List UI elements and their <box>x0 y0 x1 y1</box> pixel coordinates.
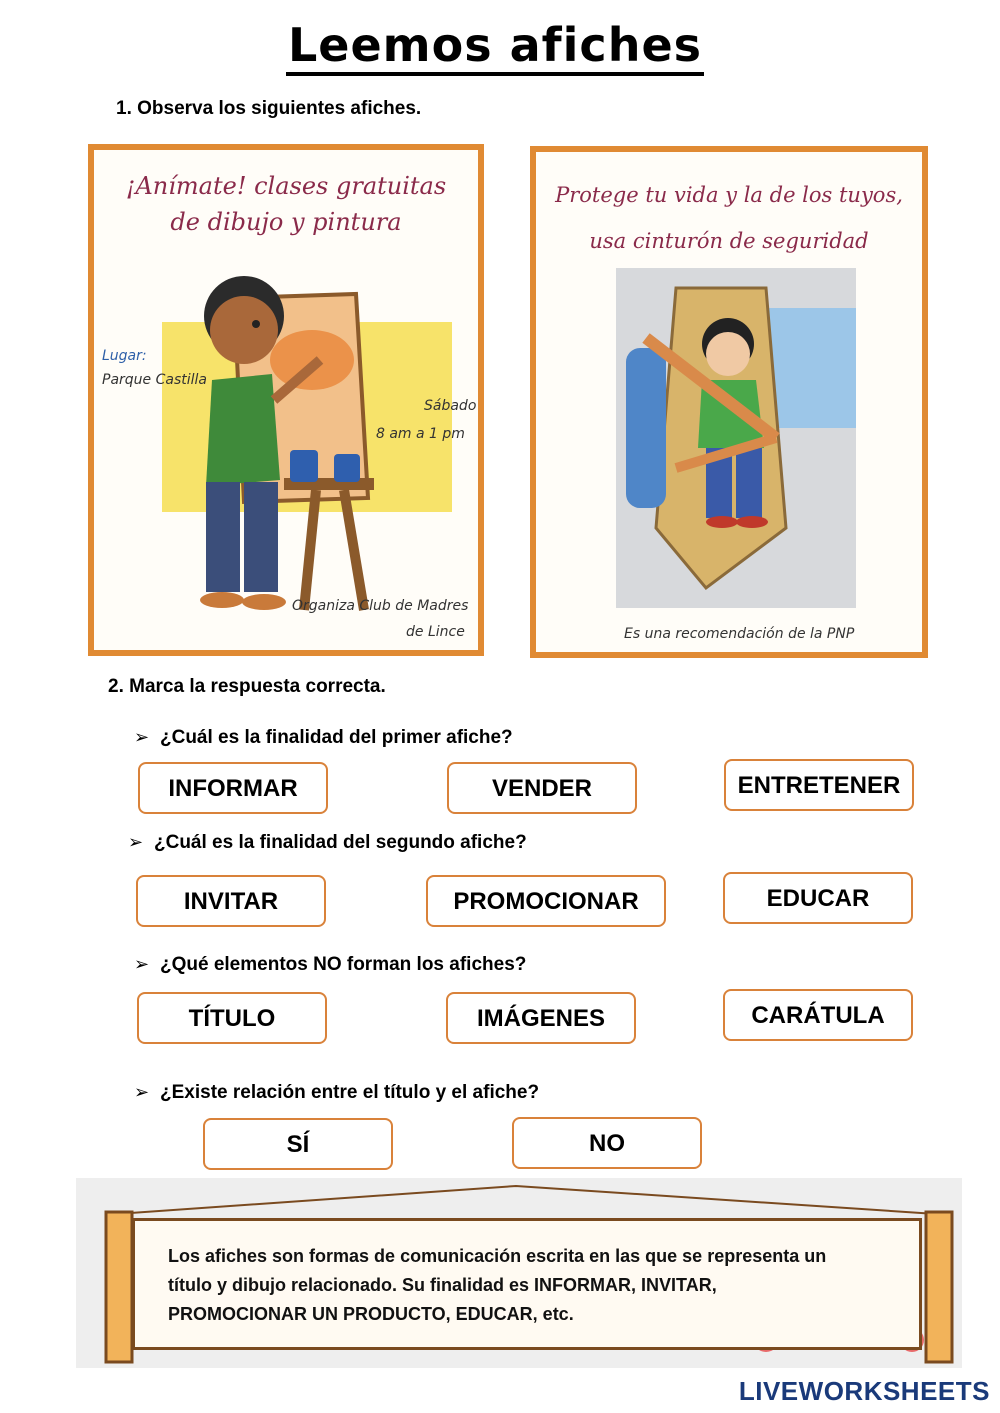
note-line-3: PROMOCIONAR UN PRODUCTO, EDUCAR, etc. <box>168 1304 574 1324</box>
poster2-headline-line1: Protege tu vida y la de los tuyos, <box>555 183 903 207</box>
poster1-headline-line2: de dibujo y pintura <box>170 208 402 236</box>
q3-option-imagenes[interactable]: IMÁGENES <box>446 992 636 1044</box>
q3-option-caratula[interactable]: CARÁTULA <box>723 989 913 1041</box>
q1-option-vender[interactable]: VENDER <box>447 762 637 814</box>
poster1-place-label: Lugar: <box>102 348 147 364</box>
note-line-2: título y dibujo relacionado. Su finalidad es INFORMAR, INVITAR, <box>168 1275 717 1295</box>
q2-option-promocionar[interactable]: PROMOCIONAR <box>426 875 666 927</box>
boy-painting-illustration <box>94 250 478 650</box>
instruction-2: 2. Marca la respuesta correcta. <box>108 676 386 697</box>
q3-option-titulo[interactable]: TÍTULO <box>137 992 327 1044</box>
arrow-right-icon: ➢ <box>134 727 150 747</box>
page-title: Leemos afiches <box>0 18 990 72</box>
q4-option-si[interactable]: SÍ <box>203 1118 393 1170</box>
poster1-day: Sábado <box>424 398 477 414</box>
q4-option-no[interactable]: NO <box>512 1117 702 1169</box>
note-line-1: Los afiches son formas de comunicación escrita en las que se representa un <box>168 1246 827 1266</box>
liveworksheets-logo: LIVEWORKSHEETS <box>738 1376 990 1406</box>
poster-drawing-classes <box>88 144 484 656</box>
poster1-headline-line1: ¡Anímate! clases gratuitas <box>125 172 447 200</box>
arrow-right-icon: ➢ <box>134 954 150 974</box>
question-3: ➢ ¿Qué elementos NO forman los afiches? <box>134 954 527 975</box>
q2-option-invitar[interactable]: INVITAR <box>136 875 326 927</box>
question-4: ➢ ¿Existe relación entre el título y el afiche? <box>134 1082 540 1103</box>
poster1-organizer-line2: de Lince <box>406 624 465 640</box>
poster2-headline-line2: usa cinturón de seguridad <box>589 229 869 253</box>
arrow-right-icon: ➢ <box>134 1082 150 1102</box>
question-1: ➢ ¿Cuál es la finalidad del primer afiche? <box>134 727 513 748</box>
q1-option-informar[interactable]: INFORMAR <box>138 762 328 814</box>
arrow-right-icon: ➢ <box>128 832 144 852</box>
q1-option-entretener[interactable]: ENTRETENER <box>724 759 914 811</box>
boy-with-seatbelt-illustration <box>616 268 856 608</box>
poster2-footer: Es una recomendación de la PNP <box>624 626 855 642</box>
poster1-time: 8 am a 1 pm <box>376 426 465 442</box>
poster1-organizer-line1: Organiza Club de Madres <box>292 598 469 614</box>
q2-option-educar[interactable]: EDUCAR <box>723 872 913 924</box>
poster1-place: Parque Castilla <box>102 372 207 388</box>
instruction-1: 1. Observa los siguientes afiches. <box>116 98 422 119</box>
question-2: ➢ ¿Cuál es la finalidad del segundo afiche? <box>128 832 527 853</box>
summary-note <box>168 1242 908 1329</box>
poster-seatbelt <box>530 146 928 658</box>
